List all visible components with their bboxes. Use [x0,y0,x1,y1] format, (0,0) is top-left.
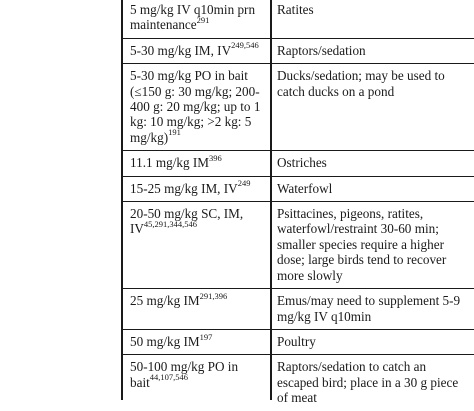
dose-cell [121,289,270,330]
table-row [121,202,474,289]
dose-cell [121,202,270,289]
species-cell: Poultry [270,329,474,354]
dose-text: 15-25 mg/kg IM, IV [130,180,238,196]
dose-cell [121,355,270,411]
dose-cell [121,176,270,201]
reference-superscript: 45,291,344,546 [143,219,198,230]
species-cell: Psittacines, pigeons, ratites, waterfowl/restraint 30-60 min; smaller species require a higher dose; large birds tend to recover more slowly [270,202,474,289]
species-cell: Ratites [277,2,314,17]
table-row [121,151,474,176]
table-row [121,355,474,411]
species-cell: Raptors/sedation [270,38,474,63]
table-row [121,329,474,354]
species-cell: Emus/may need to supplement 5-9 mg/kg IV q10min [270,289,474,330]
dose-cell [121,151,270,176]
table-row [121,2,474,38]
dose-cell [121,2,270,38]
dose-text: 11.1 mg/kg IM [130,155,210,171]
dose-text: 20-50 mg/kg SC, IM, IV [130,206,244,237]
dose-cell [121,64,270,151]
reference-superscript: 249,546 [231,40,259,51]
table-row [121,38,474,63]
dose-text: 25 mg/kg IM [130,293,200,309]
dose-text: 5-30 mg/kg IM, IV [130,42,232,58]
reference-superscript: 44,107,546 [149,372,189,383]
dose-text: 50 mg/kg IM [130,333,200,349]
dose-cell [121,38,270,63]
reference-superscript: 249 [237,178,251,189]
table-row [121,176,474,201]
reference-superscript: 191 [168,127,181,138]
reference-superscript: 396 [209,152,222,163]
table-row [121,64,474,151]
species-cell: Ducks/sedation; may be used to catch ducks on a pond [270,64,474,151]
reference-superscript: 291,396 [199,290,228,301]
dose-text: 50-100 mg/kg PO in bait [130,359,239,390]
species-cell: Waterfowl [270,176,474,201]
reference-superscript: 291 [196,15,210,26]
dosage-table [121,2,474,411]
reference-superscript: 197 [199,331,213,342]
species-cell: Ostriches [270,151,474,176]
table-row [121,289,474,330]
species-cell: Raptors/sedation to catch an escaped bird; place in a 30 g piece of meat [270,355,474,411]
dose-text: 5 mg/kg IV q10min prn maintenance [130,2,256,33]
dose-text: 5-30 mg/kg PO in bait (≤150 g: 30 mg/kg; 200-400 g: 20 mg/kg; up to 1 kg: 10 mg/kg; >2 kg: 5 mg/kg) [130,68,261,145]
dose-cell [121,329,270,354]
